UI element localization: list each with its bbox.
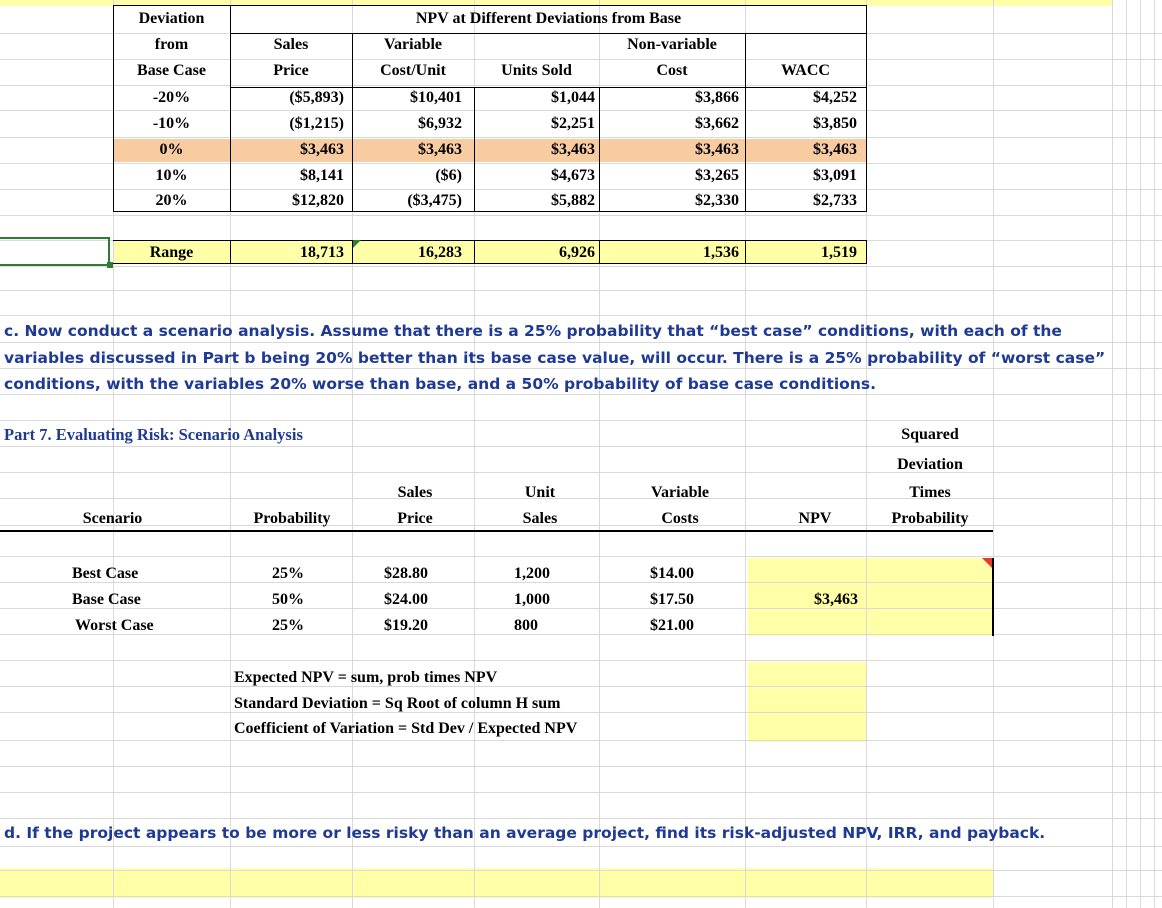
scenario-unit-sales: 1,200: [514, 565, 550, 582]
sensitivity-npv-cell[interactable]: $3,866: [695, 89, 739, 106]
sensitivity-npv-cell[interactable]: ($5,893): [289, 89, 344, 106]
scenario-sales-price: $19.20: [384, 617, 428, 634]
scenario-npv: $3,463: [814, 591, 858, 608]
sensitivity-npv-cell[interactable]: $3,265: [695, 167, 739, 184]
deviation-value: -20%: [152, 89, 191, 106]
scenario-probability: 25%: [272, 617, 304, 634]
coef-var-label: Coefficient of Variation = Std Dev / Expected NPV: [234, 720, 578, 737]
range-wacc: 1,519: [821, 244, 857, 261]
range-nonvar-cost: 1,536: [703, 244, 739, 261]
sensitivity-npv-cell[interactable]: $3,850: [813, 115, 857, 132]
scenario-name: Best Case: [72, 565, 139, 582]
sq-header-2: Deviation: [897, 456, 963, 473]
sensitivity-npv-cell[interactable]: $5,882: [551, 192, 595, 209]
header-sales-price-2: Price: [397, 510, 433, 527]
sensitivity-npv-cell[interactable]: $12,820: [292, 192, 344, 209]
sensitivity-npv-cell[interactable]: $3,463: [300, 141, 344, 158]
part-c-line-3: conditions, with the variables 20% worse than base, and a 50% probability of base case conditions.: [4, 375, 876, 393]
sensitivity-npv-cell[interactable]: $3,463: [551, 141, 595, 158]
part-c-line-2: variables discussed in Part b being 20% better than its base case value, will occur. There is a 25% probability of “worst case”: [4, 349, 1106, 367]
range-units-sold: 6,926: [559, 244, 595, 261]
scenario-variable-costs: $17.50: [650, 591, 694, 608]
results-yellow-cell[interactable]: [748, 662, 867, 742]
col-header-wacc-l3: WACC: [781, 62, 830, 79]
part-d-line: d. If the project appears to be more or less risky than an average project, find its risk-adjusted NPV, IRR, and payback.: [4, 824, 1046, 842]
header-scenario: Scenario: [82, 510, 143, 527]
header-npv: NPV: [798, 510, 832, 527]
sensitivity-npv-cell[interactable]: $2,251: [551, 115, 595, 132]
col-header-var-l3: Cost/Unit: [380, 62, 446, 79]
sensitivity-npv-cell[interactable]: $8,141: [300, 167, 344, 184]
col-header-units-l3: Units Sold: [501, 62, 572, 79]
scenario-variable-costs: $21.00: [650, 617, 694, 634]
part-c-line-1: c. Now conduct a scenario analysis. Assume that there is a 25% probability that “best case” conditions, with each of the: [4, 322, 1062, 340]
scenario-probability: 50%: [272, 591, 304, 608]
col-header-var-l2: Variable: [383, 36, 443, 53]
scenario-unit-sales: 1,000: [514, 591, 550, 608]
scenario-sales-price: $28.80: [384, 565, 428, 582]
sensitivity-npv-cell[interactable]: $3,091: [813, 167, 857, 184]
sensitivity-npv-cell[interactable]: ($1,215): [289, 115, 344, 132]
header-var-costs-2: Costs: [661, 510, 699, 527]
header-unit-sales-2: Sales: [522, 510, 558, 527]
sensitivity-npv-cell[interactable]: $3,463: [418, 141, 462, 158]
deviation-value: 0%: [159, 141, 184, 158]
sensitivity-npv-cell[interactable]: $4,673: [551, 167, 595, 184]
range-var-cost: 16,283: [418, 244, 462, 261]
sensitivity-npv-cell[interactable]: ($6): [435, 167, 462, 184]
col-header-nonvar-l3: Cost: [656, 62, 688, 79]
header-probability: Probability: [253, 510, 331, 527]
scenario-unit-sales: 800: [514, 617, 538, 634]
comment-indicator-red[interactable]: [982, 558, 992, 568]
sq-header-4: Probability: [891, 510, 969, 527]
col-header-sales-l3: Price: [273, 62, 309, 79]
answer-yellow-band[interactable]: [0, 868, 993, 898]
scenario-variable-costs: $14.00: [650, 565, 694, 582]
dev-header-1: Deviation: [138, 10, 205, 27]
range-sales-price: 18,713: [300, 244, 344, 261]
expected-npv-label: Expected NPV = sum, prob times NPV: [234, 669, 498, 686]
sq-header-1: Squared: [901, 426, 959, 443]
scenario-name: Base Case: [72, 591, 141, 608]
part-7-title: Part 7. Evaluating Risk: Scenario Analysis: [4, 425, 303, 444]
fill-handle[interactable]: [107, 262, 113, 268]
sensitivity-npv-cell[interactable]: $3,662: [695, 115, 739, 132]
sensitivity-npv-cell[interactable]: $10,401: [410, 89, 462, 106]
sensitivity-npv-cell[interactable]: $6,932: [418, 115, 462, 132]
deviation-value: -10%: [152, 115, 191, 132]
sensitivity-npv-cell[interactable]: ($3,475): [407, 192, 462, 209]
npv-deviations-title: NPV at Different Deviations from Base: [415, 10, 682, 27]
dev-header-2: from: [154, 36, 189, 53]
header-var-costs-1: Variable: [650, 484, 710, 501]
deviation-value: 10%: [155, 167, 188, 184]
scenario-name: Worst Case: [75, 617, 154, 634]
std-dev-label: Standard Deviation = Sq Root of column H sum: [234, 695, 561, 712]
scenario-probability: 25%: [272, 565, 304, 582]
dev-header-3: Base Case: [137, 62, 206, 79]
sq-header-3: Times: [909, 484, 951, 501]
deviation-value: 20%: [155, 192, 188, 209]
scenario-sales-price: $24.00: [384, 591, 428, 608]
sensitivity-npv-cell[interactable]: $2,330: [695, 192, 739, 209]
sensitivity-npv-cell[interactable]: $4,252: [813, 89, 857, 106]
range-label: Range: [149, 244, 194, 261]
sensitivity-npv-cell[interactable]: $2,733: [813, 192, 857, 209]
sensitivity-npv-cell[interactable]: $3,463: [695, 141, 739, 158]
col-header-sales-l2: Sales: [273, 36, 309, 53]
selected-cell[interactable]: [0, 237, 110, 266]
header-sales-price-1: Sales: [397, 484, 433, 501]
col-header-nonvar-l2: Non-variable: [627, 36, 717, 53]
sensitivity-npv-cell[interactable]: $3,463: [813, 141, 857, 158]
header-unit-sales-1: Unit: [524, 484, 556, 501]
sensitivity-npv-cell[interactable]: $1,044: [551, 89, 595, 106]
